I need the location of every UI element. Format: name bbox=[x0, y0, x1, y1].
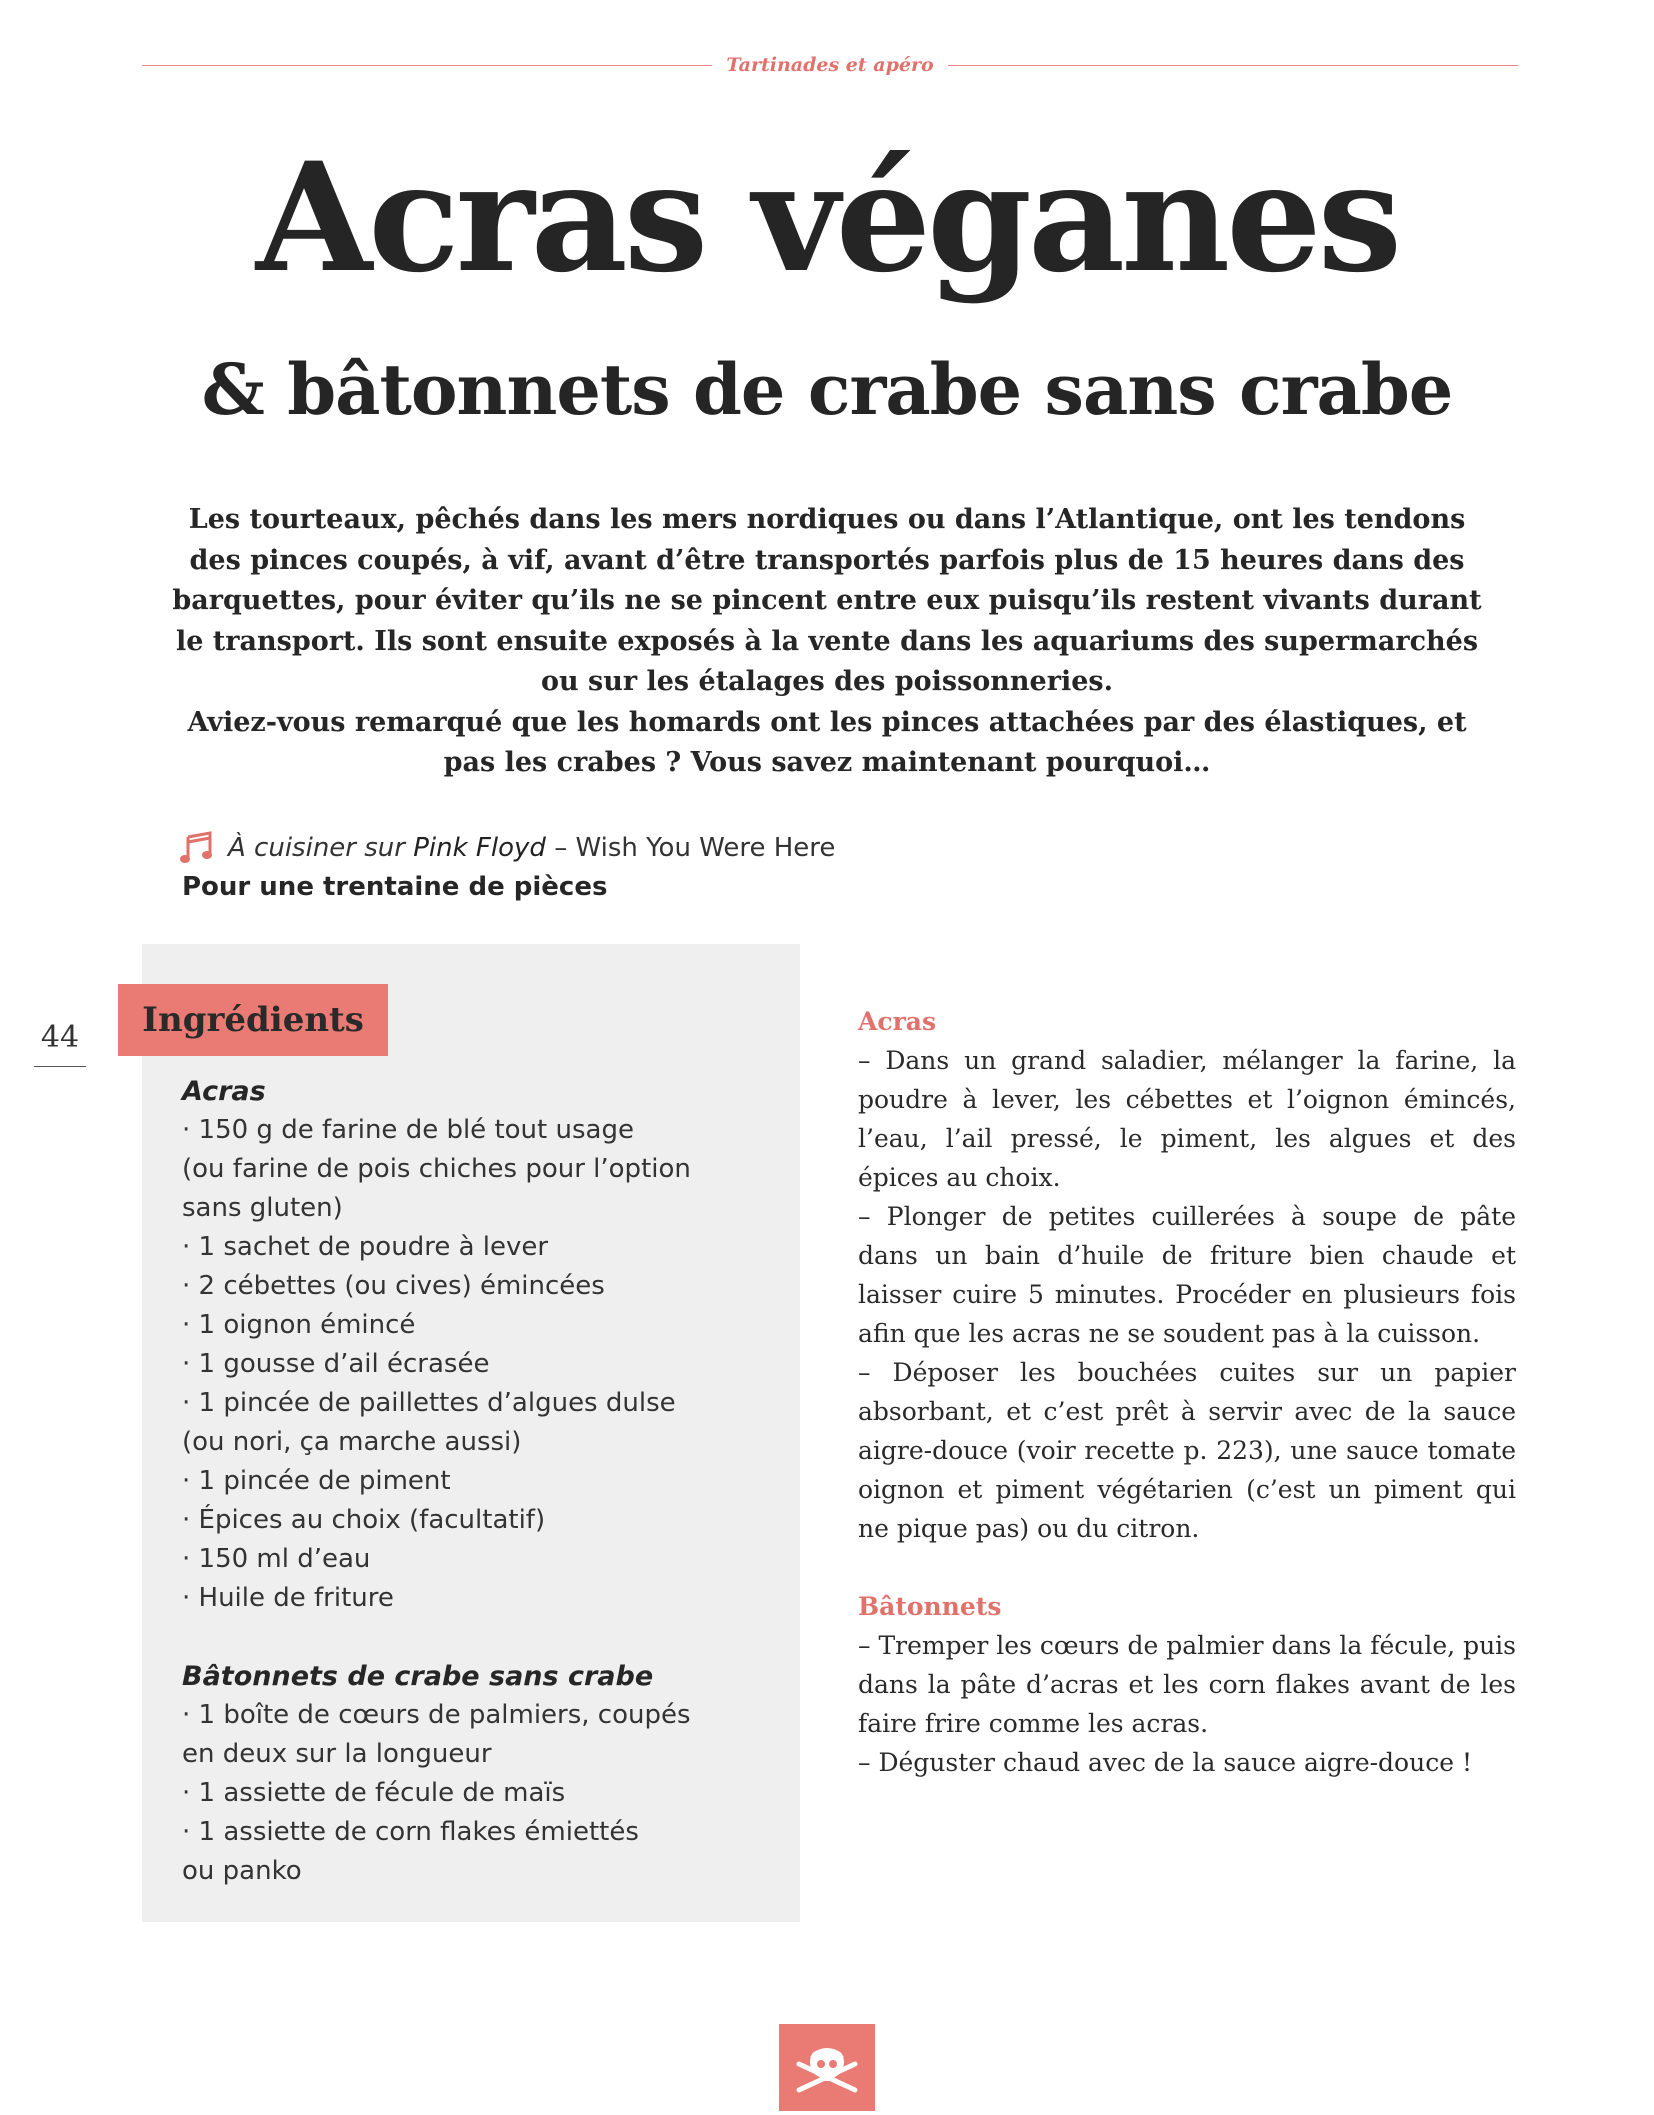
ingredient-line: · 150 ml d’eau bbox=[182, 1544, 371, 1574]
ingredient-line: · 1 assiette de corn flakes émiettés bbox=[182, 1817, 639, 1847]
intro-text bbox=[160, 500, 1494, 784]
recipe-subtitle: & bâtonnets de crabe sans crabe bbox=[201, 348, 1453, 431]
method-step: – Plonger de petites cuillerées à soupe de pâte dans un bain d’huile de friture bien chaude et laisser cuire 5 minutes. Procéder en plusieurs fois afin que les acras ne se soudent pas à la cuisson. bbox=[858, 1202, 1516, 1348]
ingredient-line: · Huile de friture bbox=[182, 1583, 394, 1613]
page-number: 44 bbox=[40, 1020, 80, 1055]
recipe-title: Acras véganes bbox=[255, 130, 1399, 306]
method-column bbox=[858, 1002, 1516, 1782]
servings: Pour une trentaine de pièces bbox=[182, 872, 608, 902]
ingredient-line: · 1 oignon émincé bbox=[182, 1310, 416, 1340]
method-section-title: Acras bbox=[858, 1007, 937, 1036]
ingredients-heading: Ingrédients bbox=[118, 984, 388, 1056]
ingredient-line: · 1 assiette de fécule de maïs bbox=[182, 1778, 566, 1808]
music-separator: – bbox=[554, 833, 568, 863]
ingredient-line: · 1 pincée de paillettes d’algues dulse bbox=[182, 1388, 676, 1418]
music-artist: Pink Floyd bbox=[413, 833, 546, 863]
ingredient-line: · 1 pincée de piment bbox=[182, 1466, 451, 1496]
method-section-title: Bâtonnets bbox=[858, 1592, 1002, 1621]
music-prefix: À cuisiner sur bbox=[228, 833, 405, 863]
ingredient-line: · 2 cébettes (ou cives) émincées bbox=[182, 1271, 605, 1301]
ingredient-group-title: Acras bbox=[182, 1076, 266, 1107]
ingredient-line: en deux sur la longueur bbox=[182, 1739, 492, 1769]
ingredient-line: · Épices au choix (facultatif) bbox=[182, 1505, 546, 1535]
ingredient-line: · 1 gousse d’ail écrasée bbox=[182, 1349, 490, 1379]
ingredient-line: (ou nori, ça marche aussi) bbox=[182, 1427, 522, 1457]
intro-paragraph: Aviez-vous remarqué que les homards ont les pinces attachées par des élastiques, et pas les crabes ? Vous savez maintenant pourquoi… bbox=[187, 706, 1467, 778]
ingredients-list bbox=[182, 1072, 782, 1891]
ingredient-line: ou panko bbox=[182, 1856, 302, 1886]
brand-logo bbox=[779, 2024, 875, 2111]
method-step: – Dans un grand saladier, mélanger la farine, la poudre à lever, les cébettes et l’oignon émincés, l’eau, l’ail pressé, le piment, les algues et des épices au choix. bbox=[858, 1046, 1516, 1192]
pirate-skull-crossed-utensils-icon bbox=[779, 2024, 875, 2111]
method-step: – Tremper les cœurs de palmier dans la fécule, puis dans la pâte d’acras et les corn flakes avant de les faire frire comme les acras. bbox=[858, 1631, 1516, 1738]
ingredient-line: · 1 boîte de cœurs de palmiers, coupés bbox=[182, 1700, 691, 1730]
music-song: Wish You Were Here bbox=[575, 833, 836, 863]
intro-paragraph: Les tourteaux, pêchés dans les mers nordiques ou dans l’Atlantique, ont les tendons des pinces coupés, à vif, avant d’être transportés parfois plus de 15 heures dans des barquettes, pour éviter qu’ils ne se pincent entre eux puisqu’ils restent vivants durant le transport. Ils sont ensuite exposés à la vente dans les aquariums des supermarchés ou sur les étalages des poissonneries. bbox=[172, 504, 1482, 697]
page-number-rule bbox=[34, 1066, 86, 1067]
method-step: – Déguster chaud avec de la sauce aigre-douce ! bbox=[858, 1748, 1473, 1777]
ingredient-line: sans gluten) bbox=[182, 1193, 343, 1223]
ingredient-line: · 1 sachet de poudre à lever bbox=[182, 1232, 549, 1262]
music-notes-icon bbox=[180, 831, 216, 865]
running-header bbox=[142, 52, 1518, 78]
ingredient-line: (ou farine de pois chiches pour l’option bbox=[182, 1154, 691, 1184]
header-rule-right bbox=[948, 65, 1518, 66]
ingredient-line: · 150 g de farine de blé tout usage bbox=[182, 1115, 634, 1145]
music-line bbox=[180, 828, 835, 868]
ingredient-group-title: Bâtonnets de crabe sans crabe bbox=[182, 1661, 654, 1692]
section-label: Tartinades et apéro bbox=[726, 54, 934, 76]
method-step: – Déposer les bouchées cuites sur un papier absorbant, et c’est prêt à servir avec de la sauce aigre-douce (voir recette p. 223), une sauce tomate oignon et piment végétarien (c’est un piment qui ne pique pas) ou du citron. bbox=[858, 1358, 1516, 1543]
